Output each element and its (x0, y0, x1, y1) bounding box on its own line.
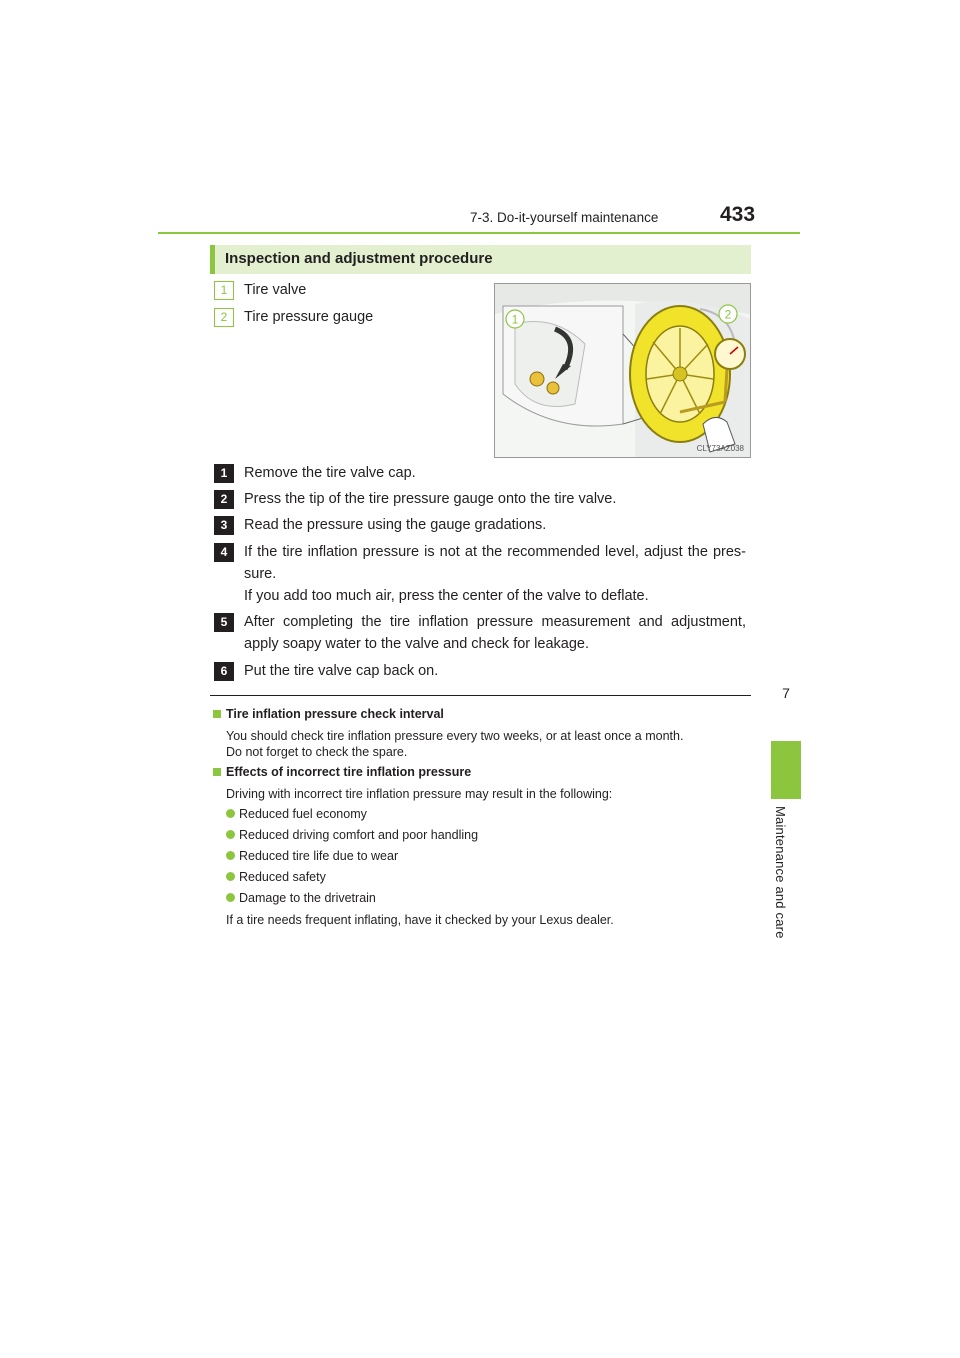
list-item: Reduced driving comfort and poor handling (226, 828, 478, 842)
figure-callout: 2 (724, 307, 732, 322)
callout-label: Tire pressure gauge (244, 309, 374, 325)
figure-code: CLY73AZ038 (696, 444, 744, 453)
bullet-dot-icon (226, 809, 235, 818)
callout-label: Tire valve (244, 282, 307, 298)
bullet-dot-icon (226, 872, 235, 881)
section-title: Inspection and adjustment procedure (225, 250, 493, 267)
step-text: Put the tire valve cap back on. (244, 663, 439, 679)
section-title-bar (210, 245, 751, 274)
section-header: 7-3. Do-it-yourself maintenance (470, 210, 659, 225)
chapter-number: 7 (782, 685, 790, 701)
step-number: 4 (214, 543, 234, 562)
square-bullet-icon (213, 710, 221, 718)
note-text: If a tire needs frequent inflating, have it checked by your Lexus dealer. (226, 913, 614, 927)
step-text: If the tire inflation pressure is not at the recommended level, adjust the pres-sure. (244, 544, 746, 582)
list-item: Reduced fuel economy (226, 807, 367, 821)
header-rule (158, 232, 800, 234)
bullet-dot-icon (226, 851, 235, 860)
step-number: 1 (214, 464, 234, 483)
step-number: 2 (214, 490, 234, 509)
page-number: 433 (720, 203, 756, 226)
bullet-dot-icon (226, 893, 235, 902)
bullet-dot-icon (226, 830, 235, 839)
list-item: Reduced safety (226, 870, 326, 884)
callout-number: 1 (214, 281, 234, 300)
note-heading: Tire inflation pressure check interval (213, 707, 444, 721)
step-text: After completing the tire inflation pressure measurement and adjustment, apply soapy water to the valve and check for leakage. (244, 614, 746, 652)
section-divider (210, 695, 751, 696)
step-number: 3 (214, 516, 234, 535)
note-text: You should check tire inflation pressure every two weeks, or at least once a month. (226, 729, 684, 743)
step-text: Read the pressure using the gauge gradations. (244, 517, 547, 533)
tire-gauge-illustration (494, 283, 751, 458)
step-number: 6 (214, 662, 234, 681)
list-item: Reduced tire life due to wear (226, 849, 398, 863)
note-heading: Effects of incorrect tire inflation pressure (213, 765, 471, 779)
chapter-tab (771, 741, 801, 799)
square-bullet-icon (213, 768, 221, 776)
step-text: Remove the tire valve cap. (244, 465, 416, 481)
chapter-label: Maintenance and care (773, 806, 788, 939)
step-number: 5 (214, 613, 234, 632)
step-text: Press the tip of the tire pressure gauge onto the tire valve. (244, 491, 617, 507)
figure-callout: 1 (511, 312, 519, 327)
note-text: Driving with incorrect tire inflation pressure may result in the following: (226, 787, 613, 801)
callout-number: 2 (214, 308, 234, 327)
note-text: Do not forget to check the spare. (226, 745, 408, 759)
list-item: Damage to the drivetrain (226, 891, 376, 905)
tire-illustration-svg (495, 284, 750, 457)
step-extra-text: If you add too much air, press the center of the valve to deflate. (244, 588, 649, 604)
